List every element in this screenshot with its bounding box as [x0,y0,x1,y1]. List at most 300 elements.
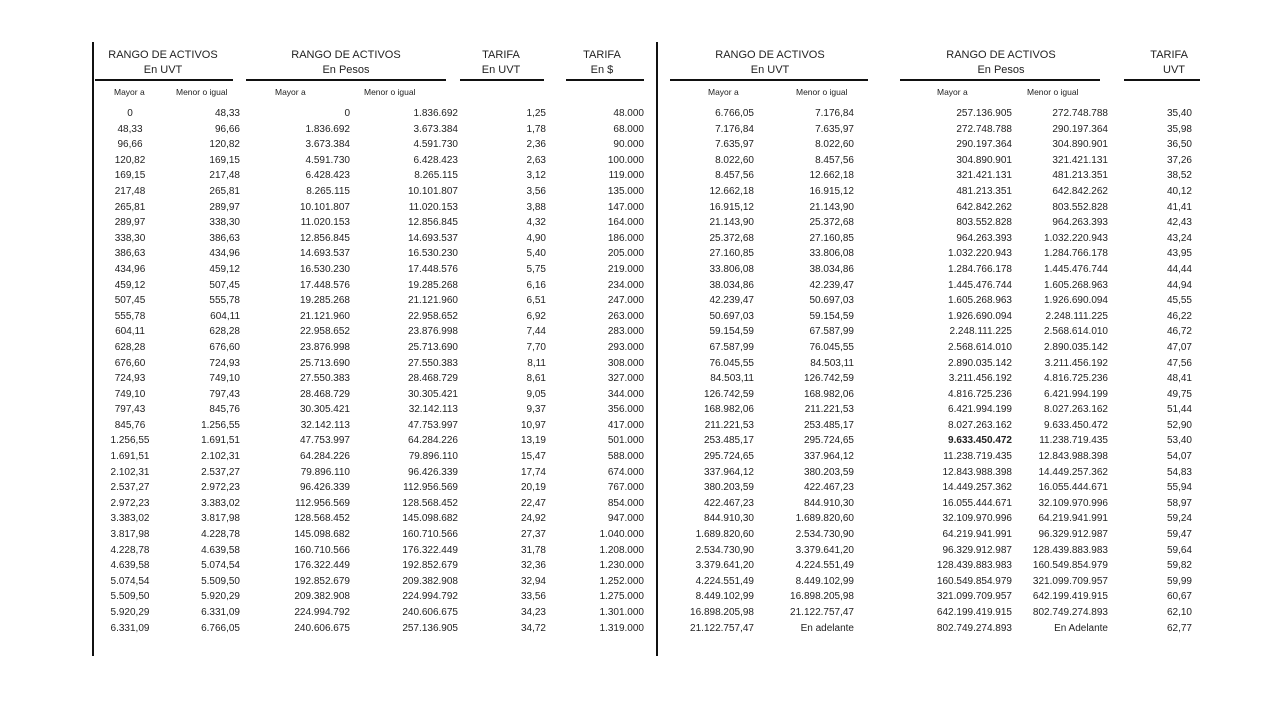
table-cell: 1.040.000 [599,529,644,541]
table-cell: 45,55 [1166,295,1192,307]
table-cell: 14.449.257.362 [942,482,1012,494]
table-cell: 8.022,60 [715,154,754,166]
table-cell: 67.587,99 [709,341,754,353]
table-cell: 2.248.111.225 [1045,310,1108,322]
table-cell: 147.000 [607,201,644,213]
table-cell: 192.852.679 [294,575,350,587]
table-row [680,278,1192,294]
table-cell: 604,11 [115,326,145,338]
table-cell: 224.994.792 [294,607,350,618]
table-cell: 30.305.421 [299,404,350,416]
table-row [96,246,644,262]
table-cell: 120,82 [209,139,240,151]
table-row [96,480,644,496]
table-cell: 2.972,23 [201,482,240,494]
table-cell: 119.000 [608,170,644,182]
left-tariff-uvt-underline [460,79,544,81]
table-cell: 5.074,54 [201,560,240,572]
right-tariff-title: TARIFA [1150,49,1188,61]
table-cell: 160.549.854.979 [1032,560,1108,572]
table-cell: 22.958.652 [407,310,458,322]
table-row [96,184,644,200]
table-cell: 59,24 [1166,513,1192,525]
table-row [96,387,644,403]
table-row [96,262,644,278]
table-cell: 16.530.230 [407,248,458,260]
table-cell: 43,95 [1166,248,1192,260]
table-cell: 2.568.614.010 [948,341,1012,353]
table-row [680,496,1192,512]
table-cell: 422.467,23 [803,482,854,494]
table-row [96,278,644,294]
table-cell: 11.238.719.435 [1039,435,1108,447]
table-cell: 120,82 [114,154,146,166]
table-cell: 1.032.220.943 [1044,232,1108,244]
table-cell: 40,12 [1166,185,1192,197]
table-cell: 321.421.131 [956,170,1012,182]
table-cell: 380.203,59 [703,482,754,494]
table-cell: 3,56 [526,185,546,197]
table-row [680,137,1192,153]
table-cell: 321.099.709.957 [1032,575,1108,587]
table-cell: 947.000 [607,513,644,525]
table-row [96,605,644,621]
table-cell: 12.662,18 [809,170,854,182]
table-cell: 160.549.854.979 [936,575,1012,587]
table-cell: 43,24 [1166,232,1192,244]
table-cell: 4.591.730 [413,139,458,151]
table-cell: 47.753.997 [407,419,458,431]
table-cell: 12.843.988.398 [1038,451,1108,463]
left-uvt-range-unit: En UVT [143,64,183,76]
table-cell: 168.982,06 [803,388,854,400]
table-cell: 8.449.102,99 [795,575,854,587]
table-cell: 8.265.115 [306,185,350,197]
table-row [96,589,644,605]
table-cell: 4.639,58 [110,560,150,572]
table-cell: 4,32 [526,217,546,229]
table-row [96,137,644,153]
table-cell: 160.710.566 [402,529,458,541]
table-cell: 16.530.230 [299,263,350,275]
table-cell: 11.020.153 [408,201,458,213]
table-cell: 59,99 [1166,575,1192,587]
table-cell: 676,60 [114,357,146,369]
table-cell: 67.587,99 [809,326,854,338]
table-cell: 27.160,85 [809,232,854,244]
table-row [680,558,1192,574]
table-cell: 14.693.537 [299,248,350,260]
table-cell: 32.109.970.996 [1038,497,1108,509]
table-cell: 128.568.452 [402,497,458,509]
table-cell: 308.000 [607,357,644,369]
table-row [96,496,644,512]
table-cell: 11.238.719.435 [943,451,1012,463]
table-cell: 10,97 [520,419,546,431]
table-cell: 344.000 [607,388,644,400]
table-cell: 257.136.905 [956,108,1012,119]
table-row [680,122,1192,138]
table-cell: 337.964,12 [703,466,754,478]
table-cell: 14.449.257.362 [1038,466,1108,478]
table-cell: 253.485,17 [703,435,754,447]
table-cell: 2.537,27 [110,482,150,494]
table-cell: 6,51 [526,295,546,307]
table-cell: 62,10 [1166,607,1192,618]
table-row [680,621,1192,637]
right-uvt-range-header [670,48,870,78]
table-cell: 724,93 [209,357,240,369]
table-row [680,293,1192,309]
table-cell: 7.635,97 [815,123,854,135]
right-uvt-less-equal-label: Menor o igual [796,87,848,97]
left-peso-less-equal-label: Menor o igual [364,87,416,97]
table-cell: 4.228,78 [110,544,150,556]
table-cell: 211.221,53 [804,404,854,416]
table-cell: 27.550.383 [299,373,350,385]
table-cell: 12.843.988.398 [942,466,1012,478]
table-cell: 58,97 [1166,497,1192,509]
table-cell: 338,30 [209,217,240,229]
table-cell: 145.098.682 [294,529,350,541]
left-uvt-range-title: RANGO DE ACTIVOS [108,49,218,61]
right-peso-header-underline [900,79,1100,81]
table-cell: 176.322.449 [402,544,458,556]
table-cell: 802.749.274.893 [1032,607,1108,618]
table-cell: 8,61 [526,373,546,385]
table-cell: 265,81 [209,185,240,197]
table-cell: 3.817,98 [110,529,150,541]
table-cell: 3.211.456.192 [1044,357,1108,369]
table-cell: 4.224.551,49 [795,560,854,572]
table-cell: 160.710.566 [294,544,350,556]
table-cell: 2.568.614.010 [1044,326,1108,338]
table-cell: 42,43 [1166,217,1192,229]
left-border-rule [92,42,94,656]
table-cell: 32.142.113 [408,404,458,416]
table-cell: 33.806,08 [809,248,854,260]
right-tariff-unit: UVT [1163,64,1185,76]
table-cell: 2,36 [526,139,546,151]
table-cell: 96.426.339 [407,466,458,478]
table-cell: 209.382.908 [294,591,350,603]
table-cell: 283.000 [607,326,644,338]
table-row [96,402,644,418]
table-row [96,293,644,309]
table-row [680,465,1192,481]
table-cell: 186.000 [607,232,644,244]
table-cell: 240.606.675 [294,622,350,634]
table-cell: 304.890.901 [956,154,1012,166]
table-cell: 2,63 [526,154,546,166]
table-cell: 23.876.998 [407,326,458,338]
table-cell: 126.742,59 [803,373,854,385]
table-cell: 588.000 [607,451,644,463]
table-cell: 1.252.000 [599,575,644,587]
table-row [680,589,1192,605]
table-cell: 21.121.960 [407,295,458,307]
table-cell: 642.199.419.915 [1032,591,1108,603]
table-row [680,168,1192,184]
table-cell: 55,94 [1166,482,1192,494]
table-cell: 22,47 [520,497,546,509]
table-row [96,168,644,184]
table-row [96,465,644,481]
table-cell: 100.000 [607,154,644,166]
table-cell: 4.816.725.236 [948,388,1012,400]
table-cell: 211.221,53 [704,419,754,431]
table-cell: 21.143,90 [709,217,754,229]
table-cell: 247.000 [607,295,644,307]
table-cell: 5,40 [526,248,546,260]
table-cell: 507,45 [114,295,146,307]
table-cell: 38,52 [1166,170,1192,182]
table-cell: 1.926.690.094 [948,310,1012,322]
table-cell: 19.285.268 [299,295,350,307]
table-row [680,356,1192,372]
table-cell: 33.806,08 [709,263,754,275]
table-row [96,558,644,574]
left-tariff-peso-title: TARIFA [583,49,621,61]
table-cell: 9,37 [526,404,546,416]
table-cell: 3,88 [526,201,546,213]
table-cell: 12.662,18 [709,185,754,197]
table-cell: 35,40 [1166,108,1192,119]
table-cell: 30.305.421 [407,388,458,400]
right-uvt-range-title: RANGO DE ACTIVOS [715,49,825,61]
table-cell: 17.448.576 [299,279,350,291]
table-cell: 481.213.351 [1052,170,1108,182]
table-cell: 386,63 [209,232,240,244]
table-cell: 3.379.641,20 [695,560,754,572]
table-cell: 33,56 [520,591,546,603]
right-peso-less-equal-label: Menor o igual [1027,87,1079,97]
table-cell: 84.503,11 [710,373,754,385]
table-row [680,153,1192,169]
table-cell: 76.045,55 [709,357,754,369]
table-row [680,480,1192,496]
table-cell: 21.143,90 [809,201,854,213]
table-cell: 9.633.450.472 [948,435,1012,447]
table-cell: 44,94 [1166,279,1192,291]
table-cell: 304.890.901 [1052,139,1108,151]
table-cell: 79.896.110 [300,466,350,478]
table-cell: 2.890.035.142 [1044,341,1108,353]
table-row [96,122,644,138]
table-cell: 8.027.263.162 [948,419,1012,431]
table-row [680,449,1192,465]
table-cell: 16.898.205,98 [690,607,754,618]
left-peso-range-unit: En Pesos [322,64,370,76]
table-cell: 59.154,59 [809,310,854,322]
table-cell: 209.382.908 [402,575,458,587]
right-peso-range-unit: En Pesos [977,64,1025,76]
table-cell: 2.248.111.225 [949,326,1012,338]
table-cell: 32,94 [520,575,546,587]
table-cell: 21.121.960 [299,310,350,322]
table-cell: 176.322.449 [294,560,350,572]
table-row [680,527,1192,543]
table-cell: 4.816.725.236 [1044,373,1108,385]
table-cell: 854.000 [607,497,644,509]
table-cell: 797,43 [209,388,240,400]
table-cell: 1.691,51 [201,435,240,447]
table-cell: 17,74 [520,466,546,478]
table-row [680,402,1192,418]
left-uvt-less-equal-label: Menor o igual [176,87,228,97]
table-cell: 17.448.576 [407,263,458,275]
table-cell: 380.203,59 [803,466,854,478]
left-tariff-uvt-title: TARIFA [482,49,520,61]
table-cell: 7,70 [526,341,546,353]
table-cell: 234.000 [607,279,644,291]
table-cell: 7.176,84 [815,108,854,119]
table-cell: 8.027.263.162 [1044,404,1108,416]
table-cell: 219.000 [607,263,644,275]
table-cell: 3.817,98 [201,513,240,525]
table-row [96,200,644,216]
left-tariff-peso-header [560,48,644,78]
table-cell: 2.890.035.142 [948,357,1012,369]
table-cell: 5.920,29 [110,607,150,618]
table-cell: 64.284.226 [299,451,350,463]
table-cell: 507,45 [209,279,240,291]
center-divider-rule [656,42,658,656]
table-row [96,418,644,434]
right-uvt-header-underline [670,79,868,81]
table-cell: 16.898.205,98 [790,591,854,603]
table-row [680,262,1192,278]
table-cell: 16.915,12 [709,201,754,213]
table-cell: 25.372,68 [709,232,754,244]
left-table-body [96,106,644,636]
table-cell: 11.020.153 [300,217,350,229]
table-cell: 128.439.883.983 [1032,544,1108,556]
table-cell: 47,56 [1166,357,1192,369]
table-cell: 48,33 [214,108,240,119]
table-row [680,309,1192,325]
left-tariff-peso-underline [566,79,644,81]
left-tariff-table [96,106,644,636]
table-cell: 128.568.452 [294,513,350,525]
table-cell: 46,22 [1166,310,1192,322]
table-cell: 53,40 [1166,435,1192,447]
table-cell: 749,10 [209,373,240,385]
table-cell: 338,30 [114,232,146,244]
table-cell: 676,60 [209,341,240,353]
table-cell: 13,19 [520,435,546,447]
right-uvt-range-unit: En UVT [750,64,790,76]
table-row [680,340,1192,356]
table-cell: 257.136.905 [402,622,458,634]
table-cell: 49,75 [1166,388,1192,400]
table-cell: 15,47 [520,451,546,463]
table-cell: 27,37 [520,529,546,541]
table-cell: 27.550.383 [407,357,458,369]
table-cell: 96.329.912.987 [1038,529,1108,541]
table-cell: 4.224.551,49 [695,575,754,587]
right-tariff-underline [1124,79,1200,81]
table-cell: 8.457,56 [815,154,854,166]
right-table-body [680,106,1192,636]
table-cell: 48,33 [117,123,143,135]
table-row [96,621,644,637]
table-cell: 628,28 [209,326,240,338]
table-cell: 135.000 [607,185,644,197]
table-cell: 21.122.757,47 [790,607,854,618]
table-cell: 76.045,55 [809,341,854,353]
table-cell: 59,47 [1166,529,1192,541]
table-cell: 1.445.476.744 [948,279,1012,291]
right-peso-range-title: RANGO DE ACTIVOS [946,49,1056,61]
table-cell: 41,41 [1166,201,1192,213]
table-cell: 38.034,86 [809,263,854,275]
table-cell: 168.982,06 [703,404,754,416]
table-cell: 25.372,68 [809,217,854,229]
table-row [96,309,644,325]
table-cell: 6,16 [526,279,546,291]
table-cell: 802.749.274.893 [936,622,1012,634]
left-peso-header-underline [246,79,446,81]
table-row [96,371,644,387]
table-cell: 272.748.788 [1052,108,1108,119]
left-peso-range-header [246,48,446,78]
table-cell: 16.055.444.671 [942,497,1012,509]
table-cell: 337.964,12 [803,451,854,463]
table-cell: 289,97 [209,201,240,213]
table-cell: 3,12 [526,170,546,182]
table-cell: 272.748.788 [956,123,1012,135]
table-cell: 60,67 [1166,591,1192,603]
table-cell: 164.000 [607,217,644,229]
table-cell: 674.000 [607,466,644,478]
table-cell: 327.000 [607,373,644,385]
table-cell: 6.421.994.199 [1044,388,1108,400]
table-cell: 642.842.262 [956,201,1012,213]
table-cell: 434,96 [114,263,146,275]
table-cell: 1.230.000 [599,560,644,572]
table-cell: 205.000 [607,248,644,260]
table-row [680,371,1192,387]
table-cell: 8.457,56 [715,170,754,182]
table-cell: 217,48 [209,170,240,182]
table-cell: 240.606.675 [402,607,458,618]
table-cell: 62,77 [1166,622,1192,634]
table-cell: 128.439.883.983 [936,560,1012,572]
table-cell: 48,41 [1166,373,1192,385]
table-cell: 1,78 [526,123,546,135]
table-cell: 5.509,50 [110,591,150,603]
left-peso-range-title: RANGO DE ACTIVOS [291,49,401,61]
table-cell: 68.000 [613,123,644,135]
table-cell: 7,44 [526,326,546,338]
table-cell: 555,78 [114,310,146,322]
table-cell: 9.633.450.472 [1044,419,1108,431]
table-cell: 6.331,09 [110,622,150,634]
table-cell: 0 [344,108,350,119]
table-cell: 1.256,55 [110,435,150,447]
table-cell: 628,28 [114,341,146,353]
table-row [96,324,644,340]
right-uvt-greater-label: Mayor a [708,87,739,97]
left-tariff-uvt-header [460,48,542,78]
table-cell: 5,75 [526,263,546,275]
table-cell: 2.534.730,90 [695,544,754,556]
table-cell: 64.219.941.991 [1038,513,1108,525]
table-cell: 7.176,84 [715,123,754,135]
table-cell: 42.239,47 [709,295,754,307]
table-row [680,200,1192,216]
